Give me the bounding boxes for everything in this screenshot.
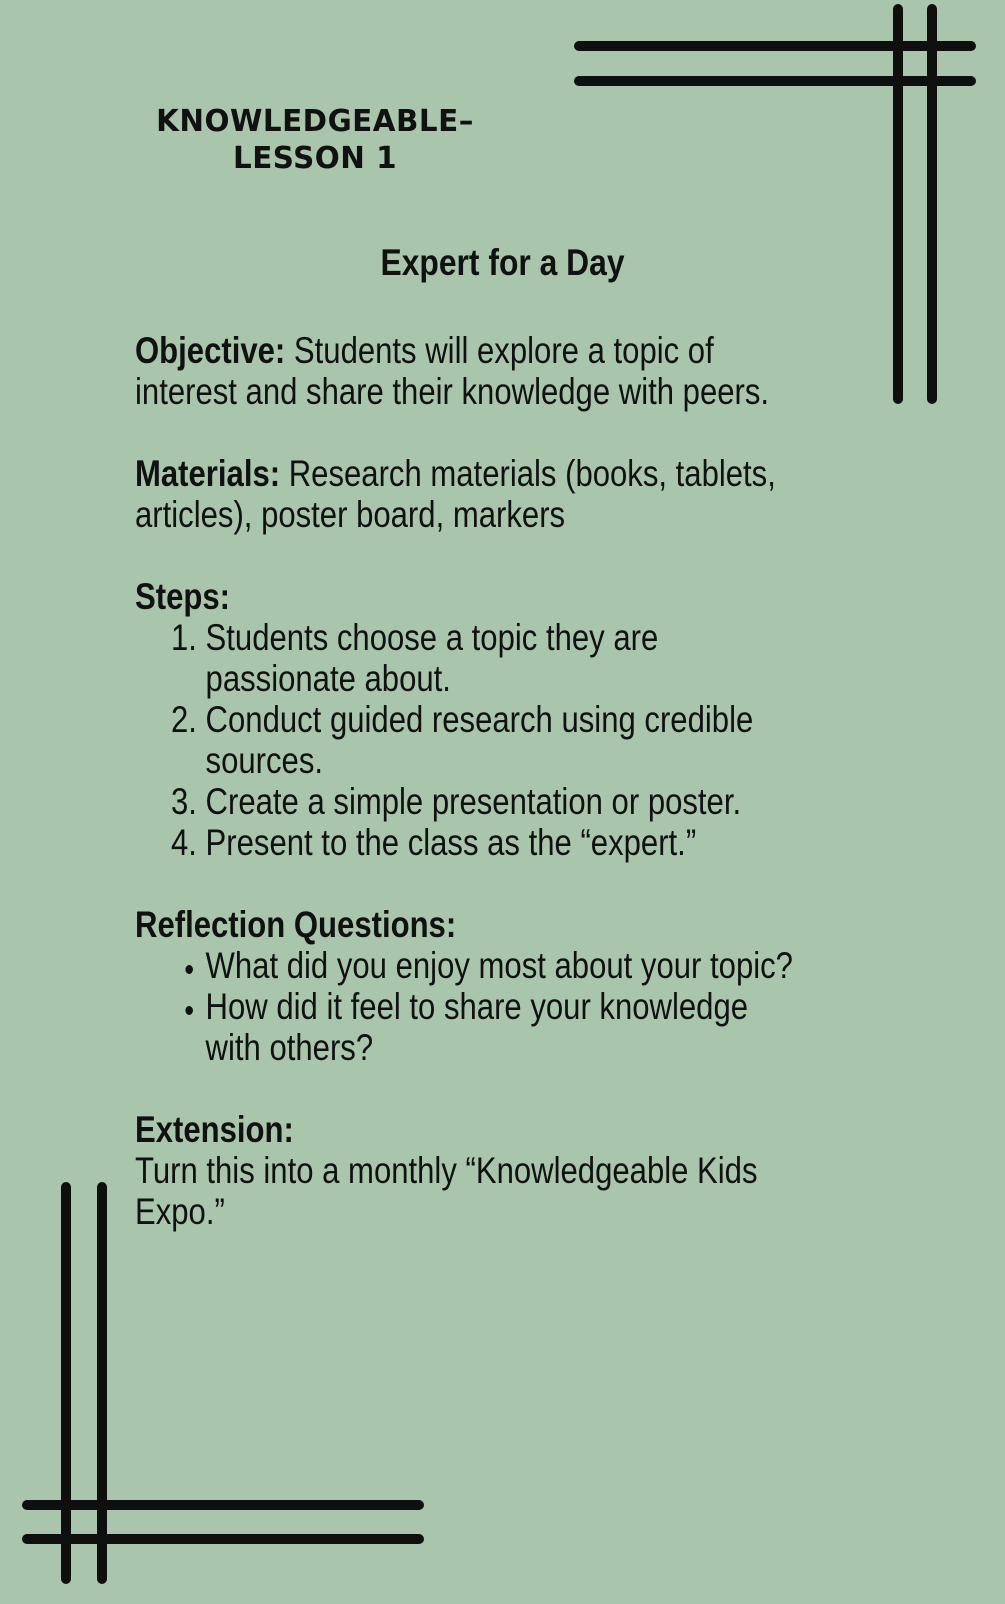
- extension-text: Turn this into a monthly “Knowledgeable Kids Expo.”: [135, 1150, 758, 1232]
- lesson-content: [135, 330, 799, 1273]
- reflection-label: Reflection Questions:: [135, 904, 457, 945]
- list-item: 2. Conduct guided research using credible sources.: [206, 699, 799, 781]
- decor-line-bottom-h2: [22, 1534, 424, 1544]
- decor-line-top-h2: [574, 76, 976, 86]
- decor-line-bottom-v2: [97, 1182, 107, 1584]
- extension-section: [135, 1109, 799, 1232]
- objective-section: [135, 330, 799, 412]
- materials-label: Materials:: [135, 453, 281, 494]
- objective-text: Students will explore a topic of interest and share their knowledge with peers.: [135, 330, 770, 412]
- lesson-header-line2: LESSON 1: [232, 141, 398, 176]
- decor-line-bottom-v1: [61, 1182, 71, 1584]
- materials-text: Research materials (books, tablets, articles), poster board, markers: [135, 453, 776, 535]
- list-item: 3. Create a simple presentation or poster.: [206, 781, 799, 822]
- reflection-section: [135, 904, 799, 1068]
- list-item: • What did you enjoy most about your topic?: [206, 945, 799, 986]
- lesson-title: Expert for a Day: [380, 242, 625, 283]
- decor-line-top-v1: [893, 4, 903, 404]
- list-item: • How did it feel to share your knowledge with others?: [206, 986, 799, 1068]
- steps-label: Steps:: [135, 576, 230, 617]
- list-item: 1. Students choose a topic they are passionate about.: [206, 617, 799, 699]
- materials-section: [135, 453, 799, 535]
- steps-list: [135, 617, 799, 863]
- lesson-header: [153, 103, 476, 177]
- steps-section: [135, 576, 799, 863]
- decor-line-top-v2: [927, 4, 937, 404]
- lesson-header-line1: KNOWLEDGEABLE–: [156, 104, 474, 139]
- reflection-list: [135, 945, 799, 1068]
- extension-label: Extension:: [135, 1109, 294, 1150]
- decor-line-top-h1: [574, 41, 976, 51]
- objective-label: Objective:: [135, 330, 286, 371]
- list-item: 4. Present to the class as the “expert.”: [206, 822, 799, 863]
- decor-line-bottom-h1: [22, 1500, 424, 1510]
